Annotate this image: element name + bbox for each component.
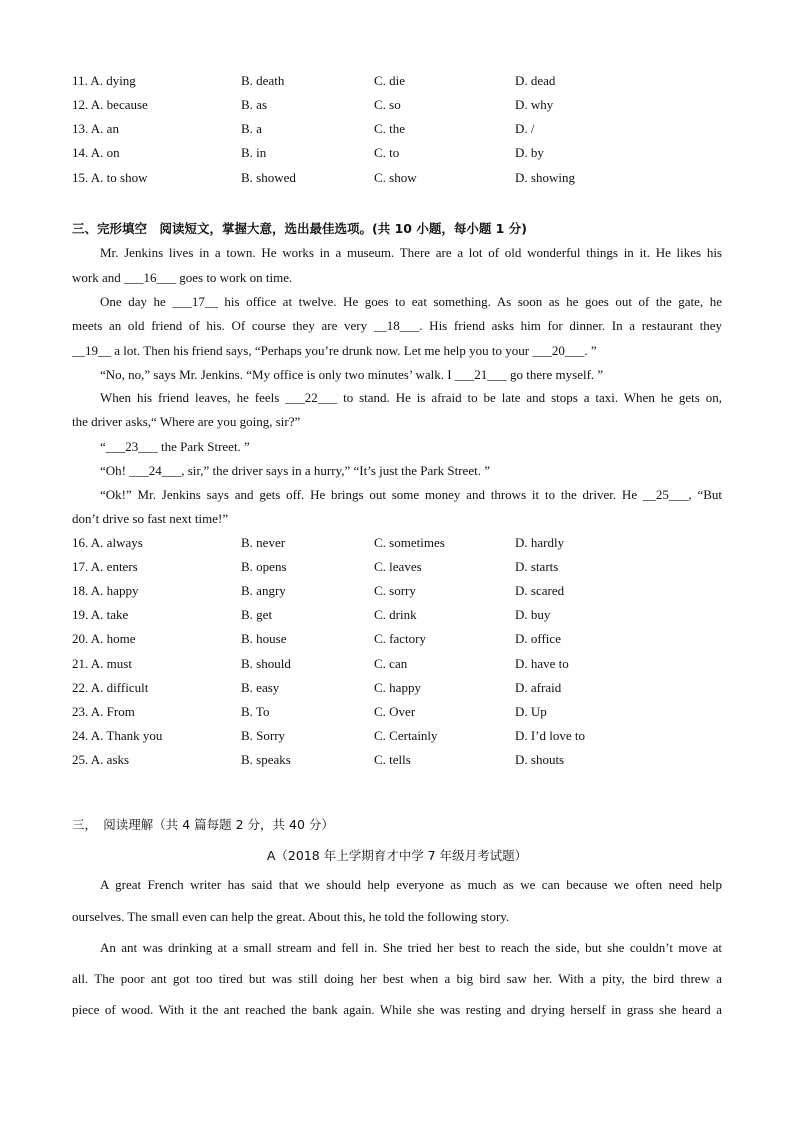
option-c: C. tells xyxy=(374,752,411,767)
option-row-18 xyxy=(72,583,752,603)
reading-line: An ant was drinking at a small stream and fell in. She tried her best to reach the side, but she couldn’t move at xyxy=(100,940,722,955)
option-c: C. so xyxy=(374,97,401,112)
option-row-19 xyxy=(72,607,752,627)
option-row-22 xyxy=(72,680,752,700)
option-row-15 xyxy=(72,170,752,190)
option-row-24 xyxy=(72,728,752,748)
option-d: D. afraid xyxy=(515,680,562,695)
option-c: C. sorry xyxy=(374,583,416,598)
option-row-16 xyxy=(72,535,752,555)
option-d: D. why xyxy=(515,97,554,112)
option-a: 22. A. difficult xyxy=(72,680,149,695)
option-row-23 xyxy=(72,704,752,724)
option-a: 19. A. take xyxy=(72,607,129,622)
passage-line: “Ok!” Mr. Jenkins says and gets off. He brings out some money and throws it to the driver. He __25___, “But xyxy=(100,487,722,502)
option-row-14 xyxy=(72,145,752,165)
option-row-13 xyxy=(72,121,752,141)
option-b: B. speaks xyxy=(241,752,291,767)
option-c: C. sometimes xyxy=(374,535,445,550)
option-a: 25. A. asks xyxy=(72,752,130,767)
reading-line: all. The poor ant got too tired but was still doing her best when a big bird saw her. With a pity, the bird threw a xyxy=(72,971,722,986)
option-a: 16. A. always xyxy=(72,535,143,550)
option-c: C. the xyxy=(374,121,406,136)
passage-line: “No, no,” says Mr. Jenkins. “My office is only two minutes’ walk. I ___21___ go there myself. ” xyxy=(100,367,604,382)
option-c: C. factory xyxy=(374,631,426,646)
cloze-section-heading: 三、完形填空 阅读短文，掌握大意，选出最佳选项。(共 10 小题，每小题 1 分) xyxy=(72,221,527,236)
option-row-11 xyxy=(72,73,752,93)
option-b: B. opens xyxy=(241,559,287,574)
option-b: B. To xyxy=(241,704,270,719)
option-d: D. by xyxy=(515,145,544,160)
option-c: C. Over xyxy=(374,704,416,719)
passage-line: meets an old friend of his. Of course they are very __18___. His friend asks him for dinner. In a restaurant they xyxy=(72,318,722,333)
passage-line: __19__ a lot. Then his friend says, “Perhaps you’re drunk now. Let me help you to your ___20___. ” xyxy=(72,343,597,358)
option-c: C. to xyxy=(374,145,400,160)
option-c: C. Certainly xyxy=(374,728,438,743)
option-a: 21. A. must xyxy=(72,656,132,671)
option-d: D. I’d love to xyxy=(515,728,586,743)
reading-line: ourselves. The small even can help the great. About this, he told the following story. xyxy=(72,909,510,924)
option-b: B. never xyxy=(241,535,286,550)
option-a: 17. A. enters xyxy=(72,559,138,574)
option-row-20 xyxy=(72,631,752,651)
option-d: D. showing xyxy=(515,170,575,185)
option-d: D. scared xyxy=(515,583,565,598)
option-c: C. show xyxy=(374,170,417,185)
option-b: B. death xyxy=(241,73,285,88)
option-b: B. house xyxy=(241,631,287,646)
reading-section-heading: 三， 阅读理解（共 4 篇每题 2 分，共 40 分） xyxy=(72,817,334,832)
option-row-12 xyxy=(72,97,752,117)
passage-line: One day he ___17__ his office at twelve. He goes to eat something. As soon as he goes out of the gate, he xyxy=(100,294,722,309)
option-d: D. have to xyxy=(515,656,569,671)
option-a: 11. A. dying xyxy=(72,73,136,88)
option-b: B. a xyxy=(241,121,262,136)
option-row-17 xyxy=(72,559,752,579)
passage-line: “Oh! ___24___, sir,” the driver says in a hurry,” “It’s just the Park Street. ” xyxy=(100,463,490,478)
option-d: D. starts xyxy=(515,559,559,574)
reading-line: A great French writer has said that we should help everyone as much as we can because we often need help xyxy=(100,877,722,892)
option-d: D. office xyxy=(515,631,561,646)
option-b: B. Sorry xyxy=(241,728,286,743)
option-a: 20. A. home xyxy=(72,631,136,646)
option-a: 18. A. happy xyxy=(72,583,139,598)
option-b: B. as xyxy=(241,97,267,112)
option-c: C. can xyxy=(374,656,408,671)
option-b: B. should xyxy=(241,656,291,671)
option-a: 13. A. an xyxy=(72,121,119,136)
passage-line: work and ___16___ goes to work on time. xyxy=(72,270,293,285)
option-c: C. die xyxy=(374,73,406,88)
passage-line: don’t drive so fast next time!” xyxy=(72,511,229,526)
passage-subtitle: A（2018 年上学期育才中学 7 年级月考试题） xyxy=(266,848,528,863)
option-d: D. buy xyxy=(515,607,551,622)
option-d: D. dead xyxy=(515,73,556,88)
option-c: C. drink xyxy=(374,607,417,622)
option-b: B. get xyxy=(241,607,273,622)
option-d: D. shouts xyxy=(515,752,565,767)
option-a: 24. A. Thank you xyxy=(72,728,163,743)
passage-line: “___23___ the Park Street. ” xyxy=(100,439,250,454)
option-a: 15. A. to show xyxy=(72,170,148,185)
option-d: D. hardly xyxy=(515,535,565,550)
passage-line: the driver asks,“ Where are you going, sir?” xyxy=(72,414,301,429)
option-c: C. leaves xyxy=(374,559,422,574)
option-b: B. angry xyxy=(241,583,286,598)
option-b: B. in xyxy=(241,145,267,160)
option-d: D. / xyxy=(515,121,535,136)
option-b: B. easy xyxy=(241,680,280,695)
option-a: 12. A. because xyxy=(72,97,148,112)
reading-line: piece of wood. With it the ant reached the bank again. While she was resting and drying herself in grass she heard a xyxy=(72,1002,722,1017)
option-a: 14. A. on xyxy=(72,145,120,160)
option-b: B. showed xyxy=(241,170,296,185)
option-row-21 xyxy=(72,656,752,676)
option-row-25 xyxy=(72,752,752,772)
passage-line: When his friend leaves, he feels ___22___ to stand. He is afraid to be late and stops a taxi. When he gets on, xyxy=(100,390,722,405)
passage-line: Mr. Jenkins lives in a town. He works in a museum. There are a lot of old wonderful things in it. He likes his xyxy=(100,245,722,260)
option-a: 23. A. From xyxy=(72,704,135,719)
option-c: C. happy xyxy=(374,680,421,695)
option-d: D. Up xyxy=(515,704,547,719)
